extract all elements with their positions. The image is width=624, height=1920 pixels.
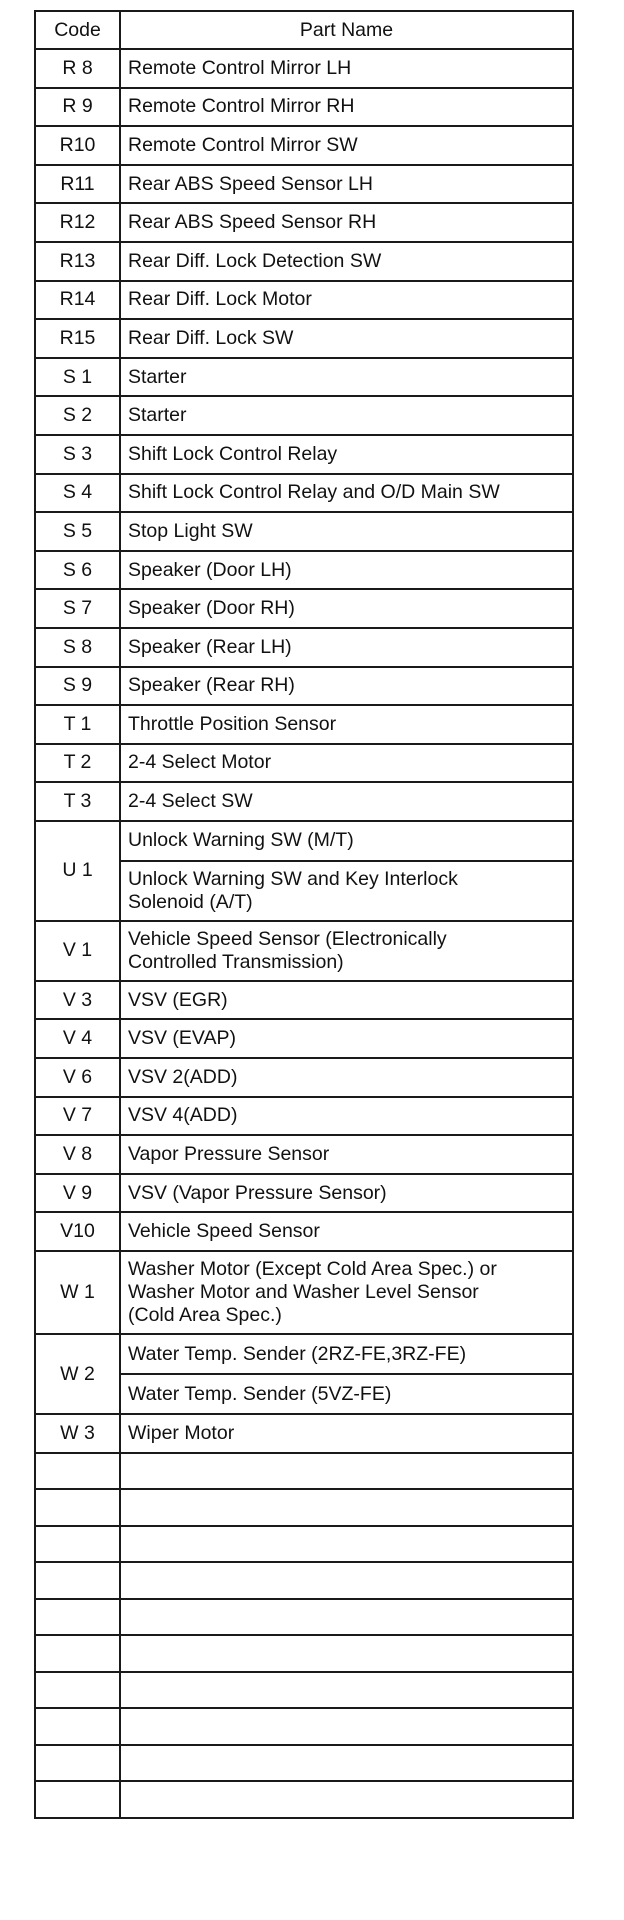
table-row bbox=[35, 1708, 573, 1745]
header-row bbox=[35, 11, 573, 49]
table-row bbox=[35, 1135, 573, 1174]
code-cell: U 1 bbox=[35, 821, 120, 921]
table-row bbox=[35, 88, 573, 127]
part-name-cell bbox=[120, 1781, 573, 1818]
code-cell: S 7 bbox=[35, 589, 120, 628]
table-row bbox=[35, 1562, 573, 1599]
code-cell: R13 bbox=[35, 242, 120, 281]
part-name-cell bbox=[120, 49, 573, 88]
code-cell: T 3 bbox=[35, 782, 120, 821]
part-name-text: Wiper Motor bbox=[128, 1421, 235, 1444]
part-name-text: Unlock Warning SW (M/T) bbox=[128, 829, 354, 852]
table-row bbox=[35, 782, 573, 821]
part-name-cell bbox=[120, 628, 573, 667]
part-name-text: VSV (EVAP) bbox=[128, 1027, 237, 1050]
table-row bbox=[35, 358, 573, 397]
table-row bbox=[35, 1781, 573, 1818]
table-row bbox=[35, 551, 573, 590]
table-row bbox=[35, 474, 573, 513]
part-name-cell bbox=[120, 921, 573, 981]
part-name-text: Vapor Pressure Sensor bbox=[128, 1143, 330, 1166]
part-name-cell bbox=[120, 474, 573, 513]
part-name-text: 2-4 Select Motor bbox=[128, 751, 272, 774]
part-name-cell bbox=[120, 1135, 573, 1174]
parts-table bbox=[34, 10, 574, 1819]
code-cell bbox=[35, 1635, 120, 1672]
part-name-cell bbox=[120, 744, 573, 783]
part-name-text: Remote Control Mirror LH bbox=[128, 56, 352, 79]
code-cell: V10 bbox=[35, 1212, 120, 1251]
code-cell: W 2 bbox=[35, 1334, 120, 1414]
part-name-text: VSV (EGR) bbox=[128, 988, 228, 1011]
part-name-cell bbox=[120, 1334, 573, 1374]
code-cell: S 8 bbox=[35, 628, 120, 667]
code-cell bbox=[35, 1672, 120, 1709]
part-name-header: Part Name bbox=[120, 11, 573, 49]
code-cell: R 8 bbox=[35, 49, 120, 88]
table-body bbox=[35, 49, 573, 1818]
part-name-cell bbox=[120, 861, 573, 921]
code-cell: R14 bbox=[35, 281, 120, 320]
table-row bbox=[35, 628, 573, 667]
code-cell: T 2 bbox=[35, 744, 120, 783]
part-name-text: Speaker (Rear LH) bbox=[128, 635, 292, 658]
part-name-text: Throttle Position Sensor bbox=[128, 712, 337, 735]
part-name-cell bbox=[120, 1672, 573, 1709]
part-name-text: Rear ABS Speed Sensor RH bbox=[128, 211, 377, 234]
table-row bbox=[35, 589, 573, 628]
table-row bbox=[35, 1174, 573, 1213]
table-row bbox=[35, 705, 573, 744]
table-row bbox=[35, 1453, 573, 1490]
part-name-cell bbox=[120, 358, 573, 397]
part-name-text: Vehicle Speed Sensor (Electronically Controlled Transmission) bbox=[128, 927, 447, 973]
table-row bbox=[35, 281, 573, 320]
part-name-cell bbox=[120, 1374, 573, 1414]
part-name-cell bbox=[120, 242, 573, 281]
code-cell: S 9 bbox=[35, 667, 120, 706]
part-name-cell bbox=[120, 512, 573, 551]
part-name-text: Speaker (Rear RH) bbox=[128, 674, 295, 697]
part-name-text: Stop Light SW bbox=[128, 519, 253, 542]
code-cell bbox=[35, 1489, 120, 1526]
part-name-text: Starter bbox=[128, 404, 187, 427]
part-name-cell bbox=[120, 1562, 573, 1599]
table-row bbox=[35, 165, 573, 204]
part-name-cell bbox=[120, 1453, 573, 1490]
part-name-cell bbox=[120, 551, 573, 590]
code-cell: S 3 bbox=[35, 435, 120, 474]
part-name-cell bbox=[120, 1599, 573, 1636]
table-row bbox=[35, 126, 573, 165]
table-row bbox=[35, 1489, 573, 1526]
part-name-text: Water Temp. Sender (2RZ-FE,3RZ-FE) bbox=[128, 1342, 467, 1365]
part-name-cell bbox=[120, 126, 573, 165]
code-cell: R12 bbox=[35, 203, 120, 242]
code-cell: S 2 bbox=[35, 396, 120, 435]
code-cell bbox=[35, 1526, 120, 1563]
table-row bbox=[35, 512, 573, 551]
part-name-cell bbox=[120, 821, 573, 861]
part-name-cell bbox=[120, 1414, 573, 1453]
part-name-text: VSV 4(ADD) bbox=[128, 1104, 238, 1127]
part-name-text: VSV (Vapor Pressure Sensor) bbox=[128, 1181, 387, 1204]
part-name-cell bbox=[120, 1745, 573, 1782]
table-row bbox=[35, 1672, 573, 1709]
table-row bbox=[35, 667, 573, 706]
table-row bbox=[35, 203, 573, 242]
code-cell: S 4 bbox=[35, 474, 120, 513]
table-row bbox=[35, 396, 573, 435]
part-name-cell bbox=[120, 281, 573, 320]
part-name-text: Vehicle Speed Sensor bbox=[128, 1220, 320, 1243]
part-name-text: Shift Lock Control Relay and O/D Main SW bbox=[128, 481, 500, 504]
table-row bbox=[35, 1058, 573, 1097]
code-cell: V 3 bbox=[35, 981, 120, 1020]
part-name-text: Shift Lock Control Relay bbox=[128, 442, 338, 465]
table-row bbox=[35, 49, 573, 88]
part-name-text: Speaker (Door RH) bbox=[128, 597, 295, 620]
code-cell: V 1 bbox=[35, 921, 120, 981]
code-cell: R10 bbox=[35, 126, 120, 165]
part-name-cell bbox=[120, 1489, 573, 1526]
part-name-text: Starter bbox=[128, 365, 187, 388]
table-row bbox=[35, 821, 573, 861]
code-header: Code bbox=[35, 11, 120, 49]
part-name-cell bbox=[120, 782, 573, 821]
part-name-cell bbox=[120, 1019, 573, 1058]
code-cell bbox=[35, 1453, 120, 1490]
part-name-cell bbox=[120, 1526, 573, 1563]
code-cell bbox=[35, 1781, 120, 1818]
code-cell: R11 bbox=[35, 165, 120, 204]
part-name-text: Speaker (Door LH) bbox=[128, 558, 292, 581]
part-name-text: Water Temp. Sender (5VZ-FE) bbox=[128, 1382, 392, 1405]
table-row bbox=[35, 1414, 573, 1453]
table-row bbox=[35, 319, 573, 358]
code-cell: V 8 bbox=[35, 1135, 120, 1174]
part-name-cell bbox=[120, 705, 573, 744]
code-cell: R 9 bbox=[35, 88, 120, 127]
code-cell: R15 bbox=[35, 319, 120, 358]
part-name-text: VSV 2(ADD) bbox=[128, 1065, 238, 1088]
part-name-cell bbox=[120, 203, 573, 242]
table-row bbox=[35, 242, 573, 281]
table-row bbox=[35, 1251, 573, 1334]
code-cell bbox=[35, 1708, 120, 1745]
code-cell bbox=[35, 1562, 120, 1599]
part-name-cell bbox=[120, 667, 573, 706]
part-name-cell bbox=[120, 1635, 573, 1672]
part-name-cell bbox=[120, 589, 573, 628]
part-name-text: 2-4 Select SW bbox=[128, 790, 253, 813]
part-name-cell bbox=[120, 1212, 573, 1251]
part-name-text: Washer Motor (Except Cold Area Spec.) or Washer Motor and Washer Level Sensor (Cold Area Spec.) bbox=[128, 1258, 497, 1327]
part-name-cell bbox=[120, 1251, 573, 1334]
part-name-cell bbox=[120, 981, 573, 1020]
table-row bbox=[35, 1097, 573, 1136]
code-cell bbox=[35, 1599, 120, 1636]
code-cell: S 5 bbox=[35, 512, 120, 551]
table-row bbox=[35, 435, 573, 474]
code-cell: V 7 bbox=[35, 1097, 120, 1136]
table-row bbox=[35, 1745, 573, 1782]
code-cell: V 4 bbox=[35, 1019, 120, 1058]
code-cell: S 6 bbox=[35, 551, 120, 590]
table-row bbox=[35, 744, 573, 783]
table-row bbox=[35, 1334, 573, 1374]
table-row bbox=[35, 1526, 573, 1563]
code-cell: W 3 bbox=[35, 1414, 120, 1453]
code-cell: T 1 bbox=[35, 705, 120, 744]
part-name-cell bbox=[120, 1708, 573, 1745]
table-row bbox=[35, 1019, 573, 1058]
part-name-cell bbox=[120, 1058, 573, 1097]
table-row bbox=[35, 1635, 573, 1672]
table-row bbox=[35, 921, 573, 981]
part-name-text: Rear Diff. Lock Detection SW bbox=[128, 249, 382, 272]
code-cell: S 1 bbox=[35, 358, 120, 397]
part-name-text: Rear Diff. Lock Motor bbox=[128, 288, 312, 311]
part-name-text: Rear Diff. Lock SW bbox=[128, 326, 294, 349]
part-name-cell bbox=[120, 88, 573, 127]
table-row bbox=[35, 981, 573, 1020]
code-cell: V 6 bbox=[35, 1058, 120, 1097]
part-name-text: Unlock Warning SW and Key Interlock Solenoid (A/T) bbox=[128, 867, 458, 913]
part-name-cell bbox=[120, 165, 573, 204]
code-cell: V 9 bbox=[35, 1174, 120, 1213]
part-name-cell bbox=[120, 396, 573, 435]
code-cell bbox=[35, 1745, 120, 1782]
part-name-text: Remote Control Mirror RH bbox=[128, 95, 355, 118]
code-cell: W 1 bbox=[35, 1251, 120, 1334]
part-name-cell bbox=[120, 319, 573, 358]
part-name-cell bbox=[120, 435, 573, 474]
part-name-cell bbox=[120, 1097, 573, 1136]
table-row bbox=[35, 1212, 573, 1251]
part-name-cell bbox=[120, 1174, 573, 1213]
table-row bbox=[35, 1599, 573, 1636]
part-name-text: Remote Control Mirror SW bbox=[128, 133, 358, 156]
part-name-text: Rear ABS Speed Sensor LH bbox=[128, 172, 373, 195]
